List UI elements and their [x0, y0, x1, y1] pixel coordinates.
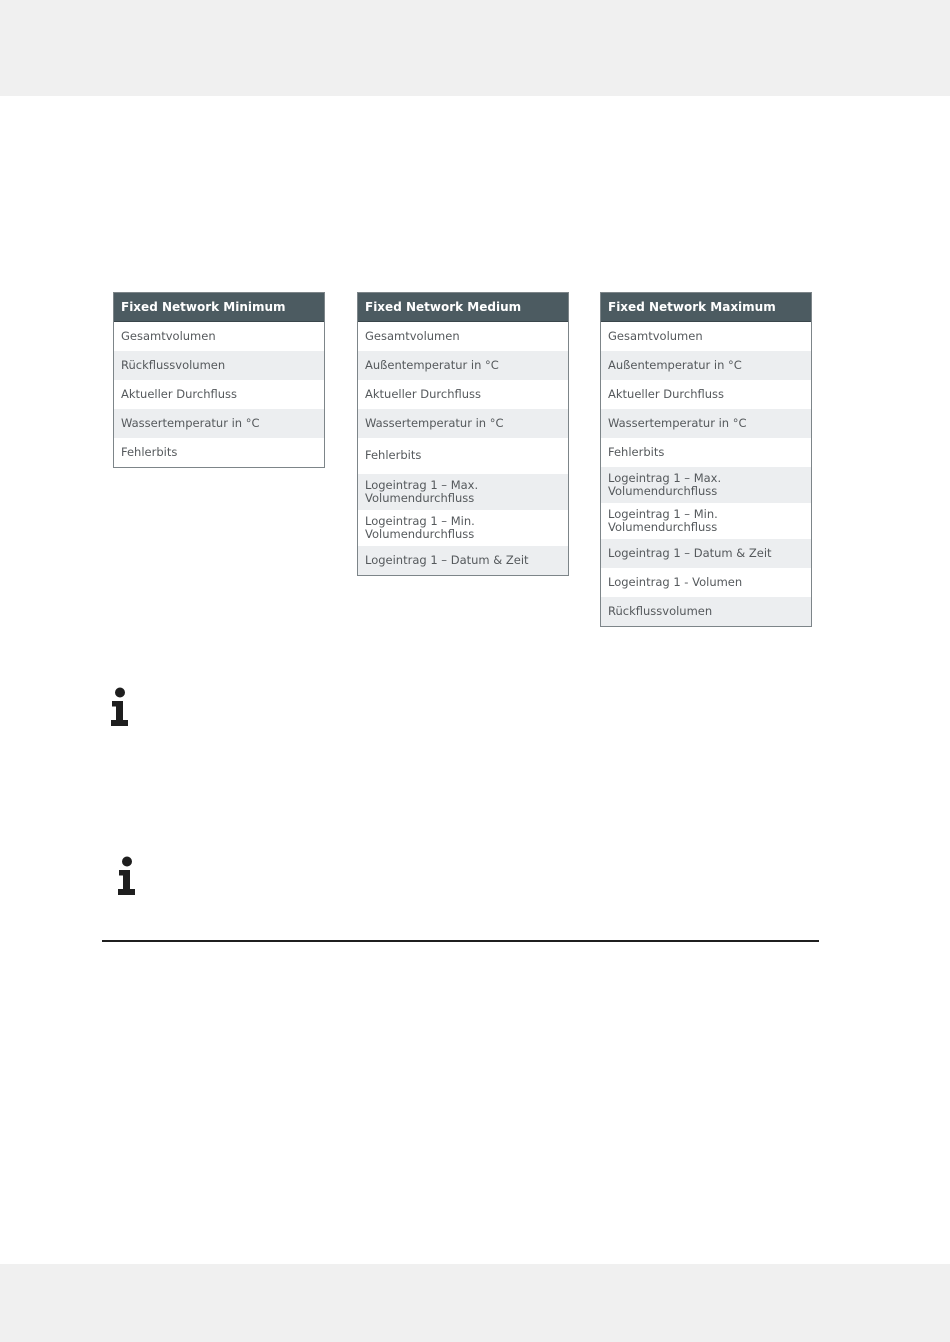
table-header: Fixed Network Minimum — [114, 293, 324, 322]
table-row: Logeintrag 1 – Datum & Zeit — [601, 539, 811, 568]
table-row: Fehlerbits — [365, 448, 422, 463]
table-row: Wassertemperatur in °C — [601, 409, 811, 438]
table-row: Logeintrag 1 – Max. Volumendurchfluss — [358, 474, 568, 510]
table-row: Aktueller Durchfluss — [365, 386, 481, 401]
info-icon — [109, 687, 131, 727]
table-row: Logeintrag 1 – Max. Volumendurchfluss — [601, 467, 811, 503]
table-header: Fixed Network Medium — [358, 293, 568, 322]
table-row: Fehlerbits — [121, 444, 178, 459]
table-fixed-network-minimum — [113, 292, 325, 468]
table-row: Aktueller Durchfluss — [121, 386, 237, 401]
table-fixed-network-maximum — [600, 292, 812, 627]
table-row: Außentemperatur in °C — [601, 351, 811, 380]
table-row: Rückflussvolumen — [601, 597, 811, 626]
table-row: Logeintrag 1 - Volumen — [608, 574, 743, 589]
table-row: Wassertemperatur in °C — [358, 409, 568, 438]
table-row: Fehlerbits — [608, 444, 665, 459]
table-row: Logeintrag 1 – Min. Volumendurchfluss — [608, 506, 718, 534]
table-header: Fixed Network Maximum — [601, 293, 811, 322]
table-row: Aktueller Durchfluss — [608, 386, 724, 401]
table-row: Gesamtvolumen — [121, 328, 216, 343]
section-divider — [102, 940, 819, 942]
info-icon — [116, 856, 138, 896]
table-row: Wassertemperatur in °C — [114, 409, 324, 438]
table-row: Gesamtvolumen — [365, 328, 460, 343]
table-row: Logeintrag 1 – Min. Volumendurchfluss — [365, 513, 475, 541]
table-row: Rückflussvolumen — [114, 351, 324, 380]
page-bottom-band — [0, 1264, 950, 1342]
table-row: Gesamtvolumen — [608, 328, 703, 343]
page-top-band — [0, 0, 950, 96]
table-row: Logeintrag 1 – Datum & Zeit — [358, 546, 568, 575]
table-fixed-network-medium — [357, 292, 569, 576]
table-row: Außentemperatur in °C — [358, 351, 568, 380]
